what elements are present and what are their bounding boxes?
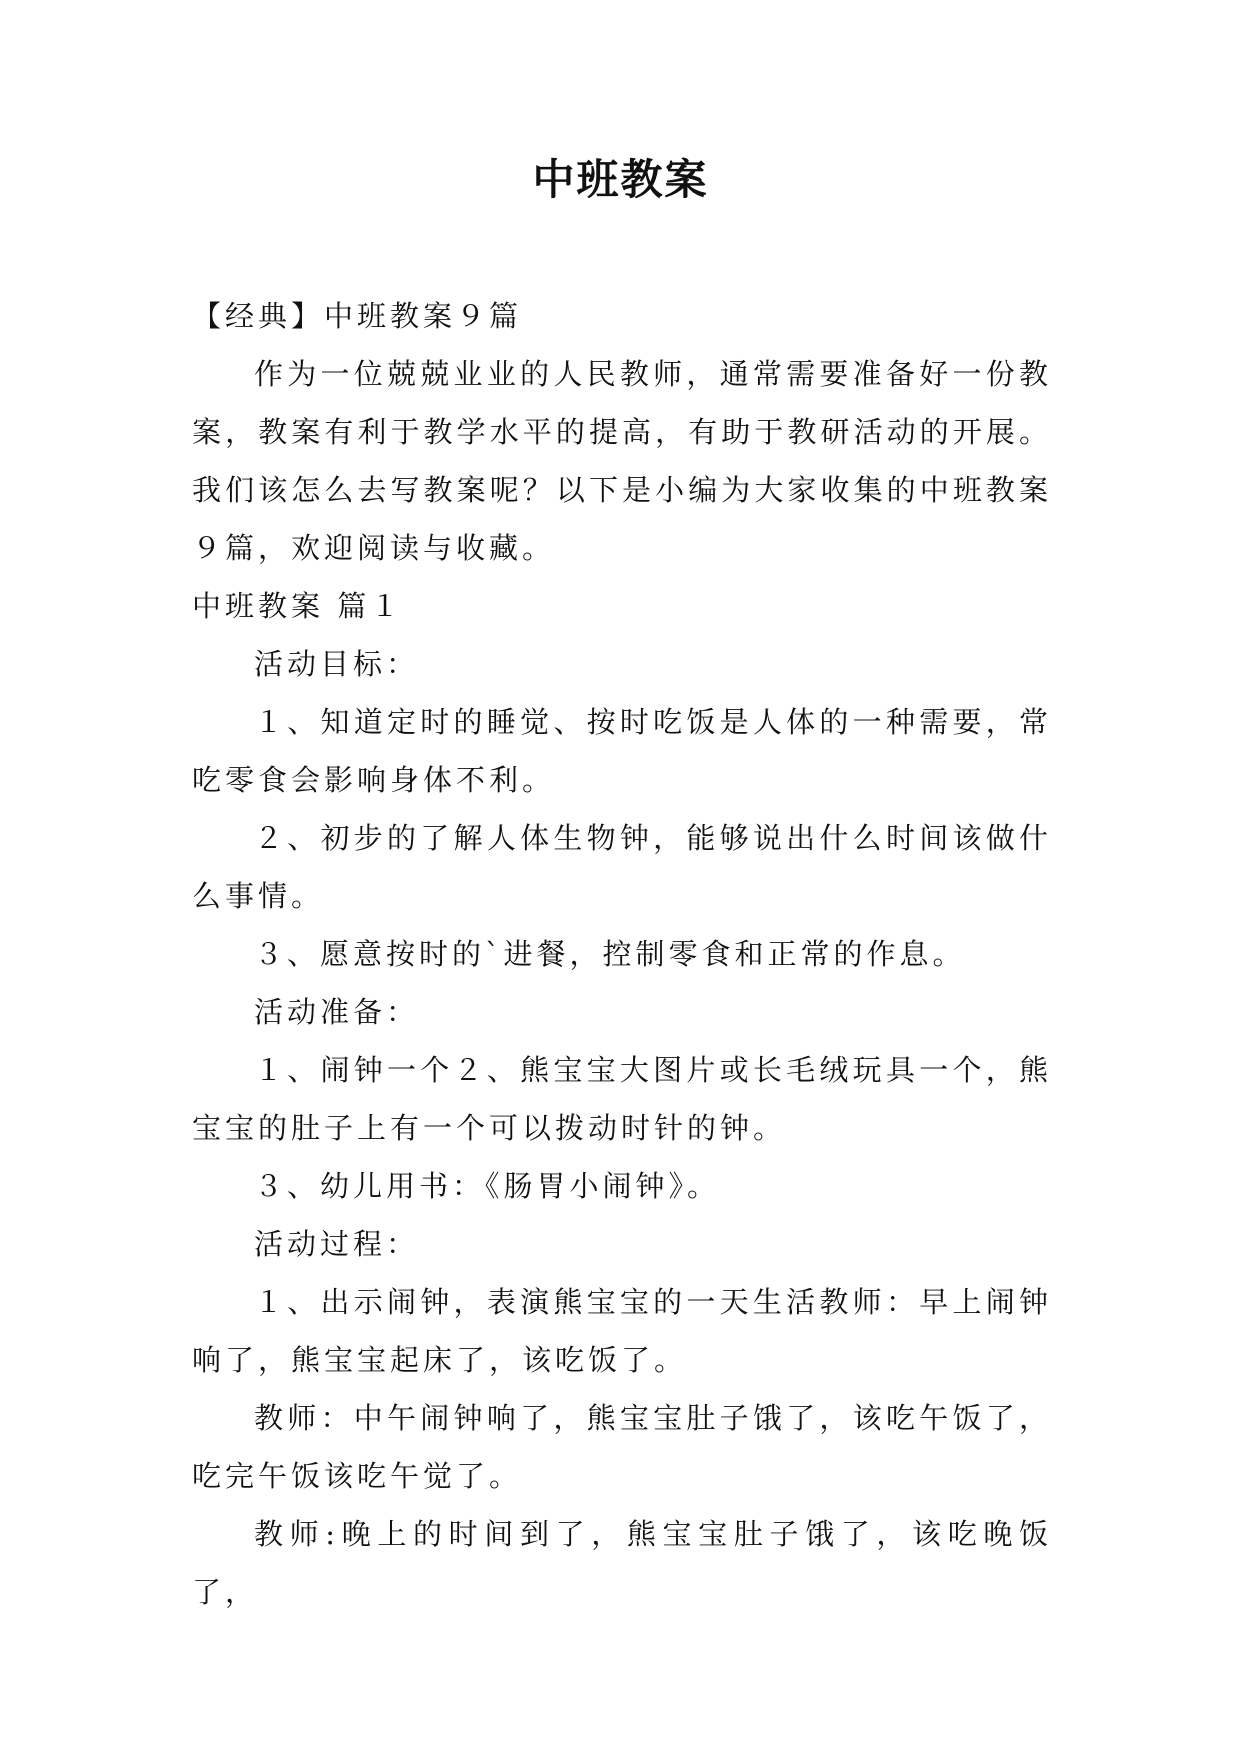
paragraph: 活动过程： <box>254 1227 420 1261</box>
paragraph: ２、初步的了解人体生物钟，能够说出什么时间该做什么事情。 <box>192 821 1052 913</box>
paragraph: ３、愿意按时的`进餐，控制零食和正常的作息。 <box>254 937 966 971</box>
paragraph: １、出示闹钟，表演熊宝宝的一天生活教师：早上闹钟响了，熊宝宝起床了，该吃饭了。 <box>192 1285 1052 1377</box>
document-body <box>192 287 1052 1621</box>
paragraph: 教师:晚上的时间到了，熊宝宝肚子饿了，该吃晚饭了， <box>192 1517 1052 1609</box>
paragraph: 活动准备： <box>254 995 420 1029</box>
paragraph: 【经典】中班教案９篇 <box>192 299 523 333</box>
paragraph: 教师：中午闹钟响了，熊宝宝肚子饿了，该吃午饭了，吃完午饭该吃午觉了。 <box>192 1401 1052 1493</box>
paragraph: １、闹钟一个２、熊宝宝大图片或长毛绒玩具一个，熊宝宝的肚子上有一个可以拨动时针的钟。 <box>192 1053 1052 1145</box>
document-title: 中班教案 <box>532 155 709 204</box>
section-heading: 中班教案 篇１ <box>192 589 404 623</box>
paragraph: １、知道定时的睡觉、按时吃饭是人体的一种需要，常吃零食会影响身体不利。 <box>192 705 1052 797</box>
paragraph: ３、幼儿用书：《肠胃小闹钟》。 <box>254 1169 721 1203</box>
paragraph: 活动目标： <box>254 647 420 681</box>
paragraph: 作为一位兢兢业业的人民教师，通常需要准备好一份教案，教案有利于教学水平的提高，有助于教研活动的开展。我们该怎么去写教案呢？以下是小编为大家收集的中班教案９篇，欢迎阅读与收藏。 <box>192 357 1052 565</box>
